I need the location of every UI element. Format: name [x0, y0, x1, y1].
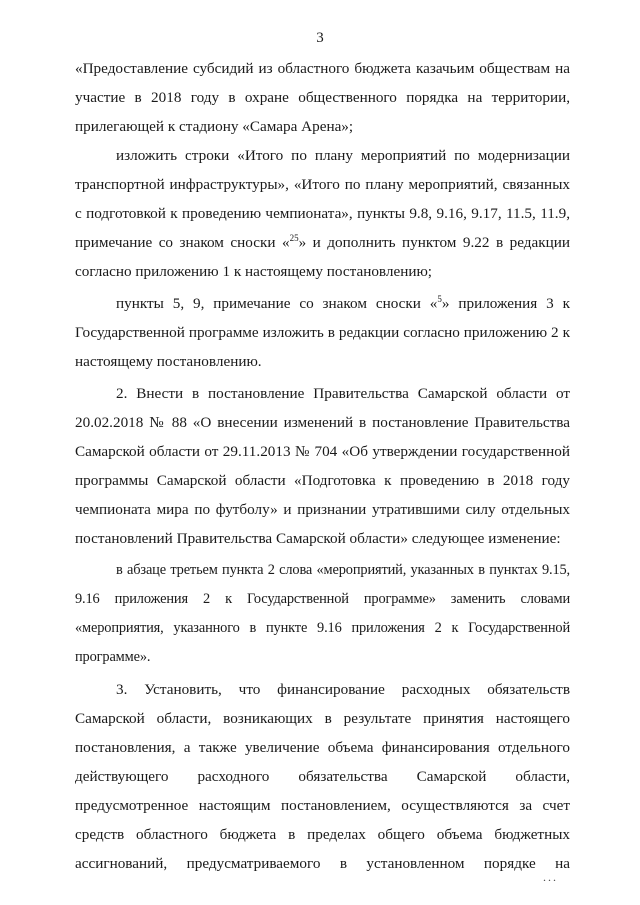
paragraph-text: пункты 5, 9, примечание со знаком сноски « — [116, 295, 438, 312]
paragraph-subsidies: «Предоставление субсидий из областного бюджета казачьим обществам на участие в 2018 году в охране общественного порядка на территории, прилегающей к стадиону «Самара Арена»; — [75, 60, 570, 135]
footnote-superscript: 25 — [289, 233, 299, 243]
paragraph-amend-lines — [75, 141, 570, 286]
paragraph-appendix-3 — [75, 289, 570, 376]
paragraph-item-3: 3. Установить, что финансирование расходных обязательств Самарской области, возникающих в результате принятия настоящего постановления, а также увеличение объема финансирования отдельного действующего расходного обязательства Самарской области, предусмотренное настоящим постановлением, осуществляются за счет средств областного бюджета в пределах общего объема бюджетных ассигнований, предусматриваемого в установленном порядке на — [75, 681, 570, 872]
footnote-superscript: 5 — [437, 294, 442, 304]
page-number: 3 — [316, 30, 324, 46]
paragraph-text: изложить строки «Итого по плану мероприятий по модернизации транспортной инфраструктуры», «Итого по плану мероприятий, связанных с подготовкой к проведению чемпионата», пункты 9.8, 9.16, 9.17, 11.5, 11.9, примечание со знаком сноски « — [75, 147, 570, 251]
paragraph-text: » приложения 3 к Государственной программе изложить в редакции согласно приложению 2 к настоящему постановлению. — [75, 295, 570, 370]
paragraph-item-2: 2. Внести в постановление Правительства Самарской области от 20.02.2018 № 88 «О внесении изменений в постановление Правительства Самарской области от 29.11.2013 № 704 «Об утверждении государственной программы Самарской области «Подготовка к проведению в 2018 году чемпионата мира по футболу» и признании утратившими силу отдельных постановлений Правительства Самарской области» следующее изменение: — [75, 385, 570, 547]
paragraph-text: » и дополнить пунктом 9.22 в редакции согласно приложению 1 к настоящему постановлению; — [75, 234, 570, 280]
corner-mark: ... — [543, 870, 558, 884]
paragraph-replace-words: в абзаце третьем пункта 2 слова «мероприятий, указанных в пунктах 9.15, 9.16 приложения 2 к Государственной программе» заменить словами «мероприятия, указанного в пункте 9.16 приложения 2 к Государственной программе». — [75, 562, 570, 665]
document-body — [75, 54, 570, 878]
